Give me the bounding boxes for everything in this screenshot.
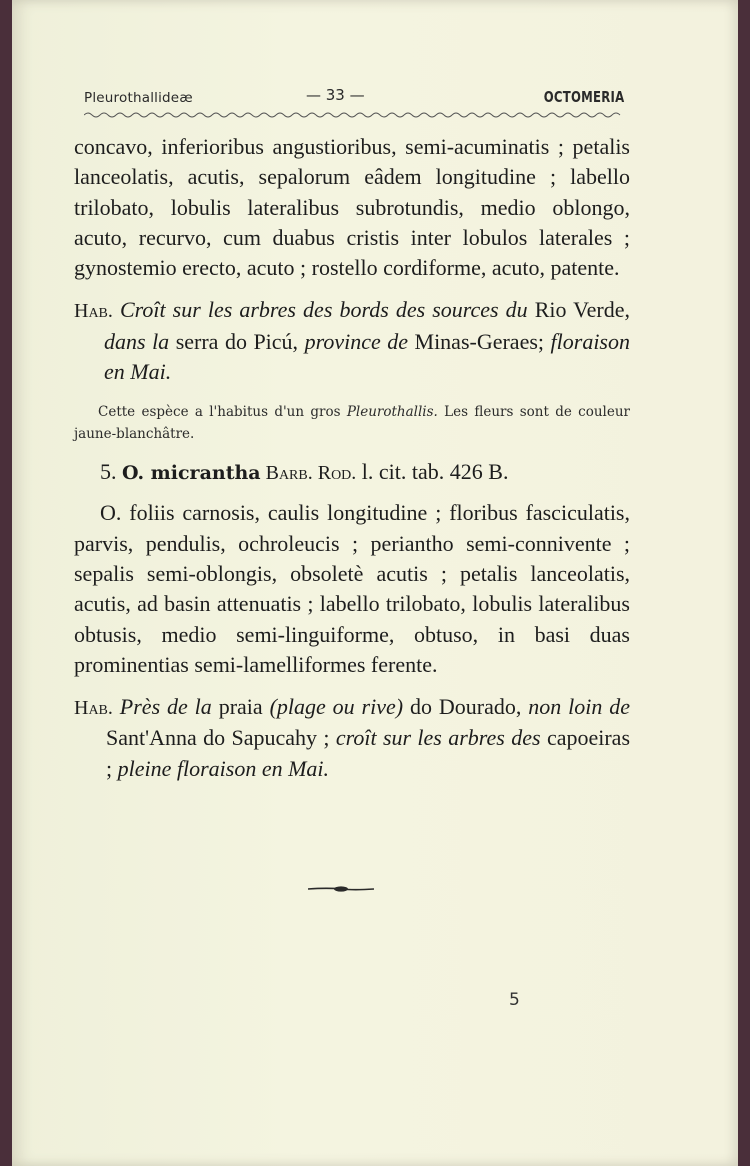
description-paragraph-1: concavo, inferioribus angustioribus, semi-acuminatis ; petalis lanceolatis, acutis, sepalorum eâdem longitudine ; labello trilobato, lobulis lateralibus subrotundis, medio oblongo, acuto, recurvo, cum duabus cristis inter lobulos laterales ; gynostemio erecto, acuto ; rostello cordiforme, acuto, patente. (74, 134, 630, 281)
hab1-text: floraison en Mai. (104, 328, 630, 385)
hab1-text: Rio Verde, (527, 297, 630, 323)
page-body (74, 128, 630, 784)
hab2-text: Près de la (112, 694, 212, 720)
hab1-text: Croît sur les arbres des bords des sources (112, 297, 506, 323)
end-ornament-icon (308, 884, 374, 894)
page-number: — 33 — (306, 86, 365, 104)
note-genus: Pleurothallis. (346, 404, 438, 421)
hab2-text: non loin de (528, 694, 631, 720)
hab2-text: Sant'Anna do Sapucahy ; (106, 725, 336, 751)
hab2-text: praia (211, 694, 270, 720)
hab2-text: (plage ou rive) (269, 694, 404, 720)
hab1-text: dans la (104, 328, 170, 354)
hab1-text: Minas-Geraes; (408, 328, 551, 354)
hab2-text: capoeiras ; (106, 725, 631, 781)
species-heading (74, 457, 630, 488)
hab-label: Hab. (74, 697, 113, 720)
running-head-left: Pleurothallideæ (84, 90, 193, 106)
note-paragraph (74, 401, 630, 445)
hab1-text: province de (304, 328, 408, 354)
signature-mark: 5 (509, 990, 520, 1010)
habitat-paragraph-1 (74, 295, 630, 387)
hab2-text: croît sur les arbres des (335, 725, 541, 751)
hab1-text: du (505, 297, 528, 323)
species-author: Barb. Rod. (260, 462, 357, 485)
species-number: 5. (100, 459, 117, 485)
hab1-text: serra do Picú, (169, 328, 305, 354)
note-text: Cette espèce a l'habitus d'un gros (98, 404, 347, 421)
wavy-rule-divider (84, 108, 624, 122)
habitat-paragraph-2 (74, 692, 630, 784)
book-page (12, 0, 738, 1166)
hab2-text: pleine floraison en Mai. (117, 755, 330, 781)
hab-label: Hab. (74, 300, 113, 323)
species-plate: 426 B. (444, 459, 509, 485)
species-reference: l. cit. tab. (356, 459, 445, 485)
note-text: Les fleurs sont de couleur jaune-blanchâtre. (74, 404, 630, 443)
description-paragraph-2: O. foliis carnosis, caulis longitudine ; floribus fasciculatis, parvis, pendulis, ochroleucis ; perianthо semi-connivente ; sepalis semi-oblongis, obsoletè acutis ; petalis lanceolatis, acutis, ad basin attenuatis ; labello trilobato, lobulis lateralibus obtusis, medio semi-linguiforme, obtuso, in basi duas prominentias semi-lamelliformes ferente. (74, 500, 630, 677)
species-name: O. micrantha (122, 462, 261, 485)
hab2-text: do Dourado, (403, 694, 529, 720)
running-head-right: OCTOMERIA (543, 88, 624, 106)
